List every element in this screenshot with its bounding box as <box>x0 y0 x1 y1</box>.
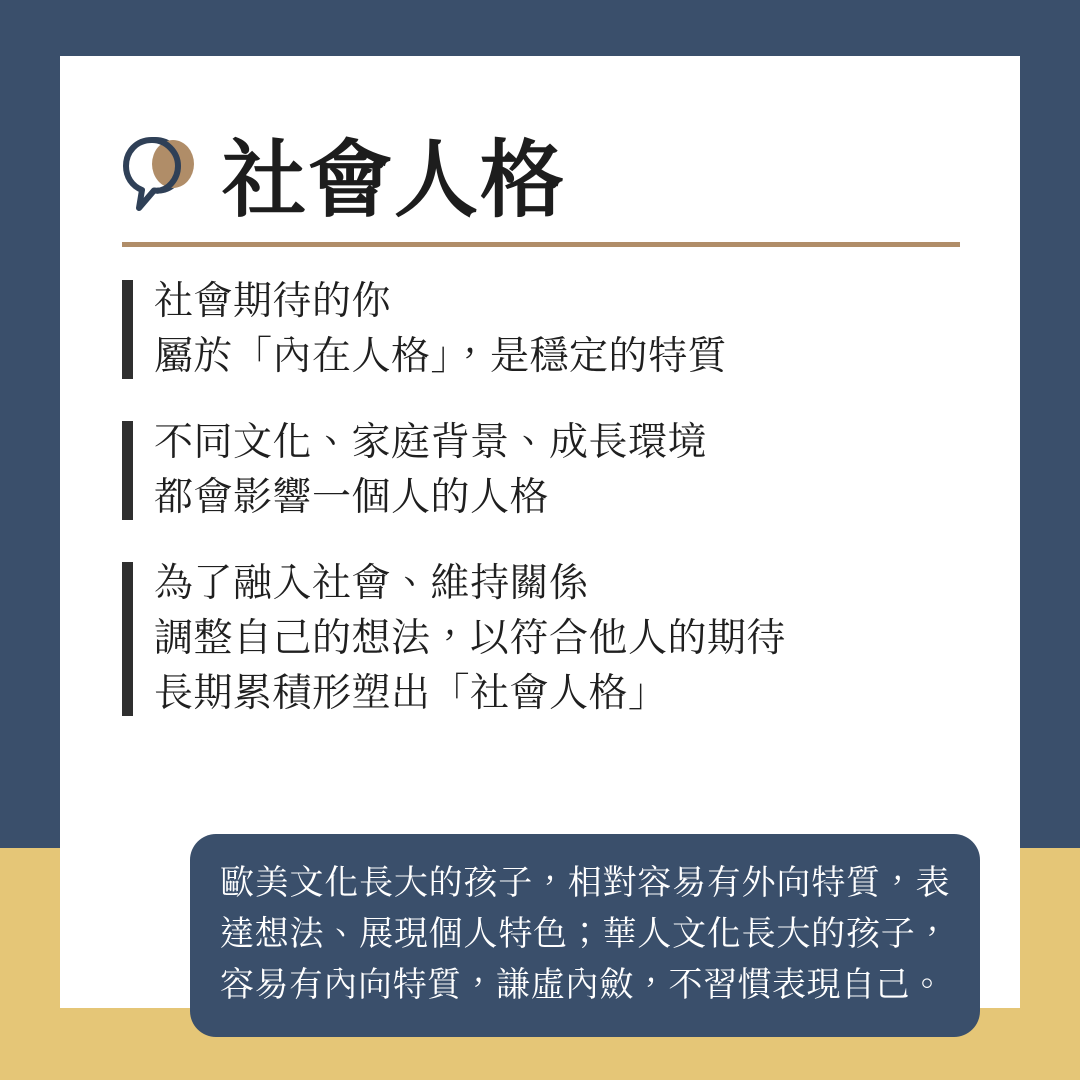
bullet-line: 都會影響一個人的人格 <box>154 476 550 520</box>
bullet-block <box>122 274 972 385</box>
bullet-line: 社會期待的你 <box>154 280 392 323</box>
bullet-block <box>122 556 972 722</box>
bullet-line: 不同文化、家庭背景、成長環境 <box>154 420 708 464</box>
page-title: 社會人格 <box>222 133 567 227</box>
speech-bubble-icon <box>122 134 204 226</box>
bullet-block-list <box>122 274 972 752</box>
header <box>122 114 962 246</box>
bullet-bar <box>122 421 133 520</box>
bullet-line: 長期累積形塑出「社會人格」 <box>154 672 668 716</box>
note-text: 歐美文化長大的孩子，相對容易有外向特質，表達想法、展現個人特色；華人文化長大的孩子，容易有內向特質，謙虛內斂，不習慣表現自己。 <box>220 864 950 1004</box>
bullet-block <box>122 415 972 526</box>
bullet-bar <box>122 562 133 716</box>
bullet-line: 為了融入社會、維持關係 <box>154 561 589 605</box>
bullet-line: 屬於「內在人格」，是穩定的特質 <box>154 335 728 379</box>
note-callout <box>190 834 980 1037</box>
title-divider <box>122 242 960 247</box>
content-card <box>60 56 1020 1008</box>
bullet-line: 調整自己的想法，以符合他人的期待 <box>154 616 787 660</box>
bullet-bar <box>122 280 133 379</box>
